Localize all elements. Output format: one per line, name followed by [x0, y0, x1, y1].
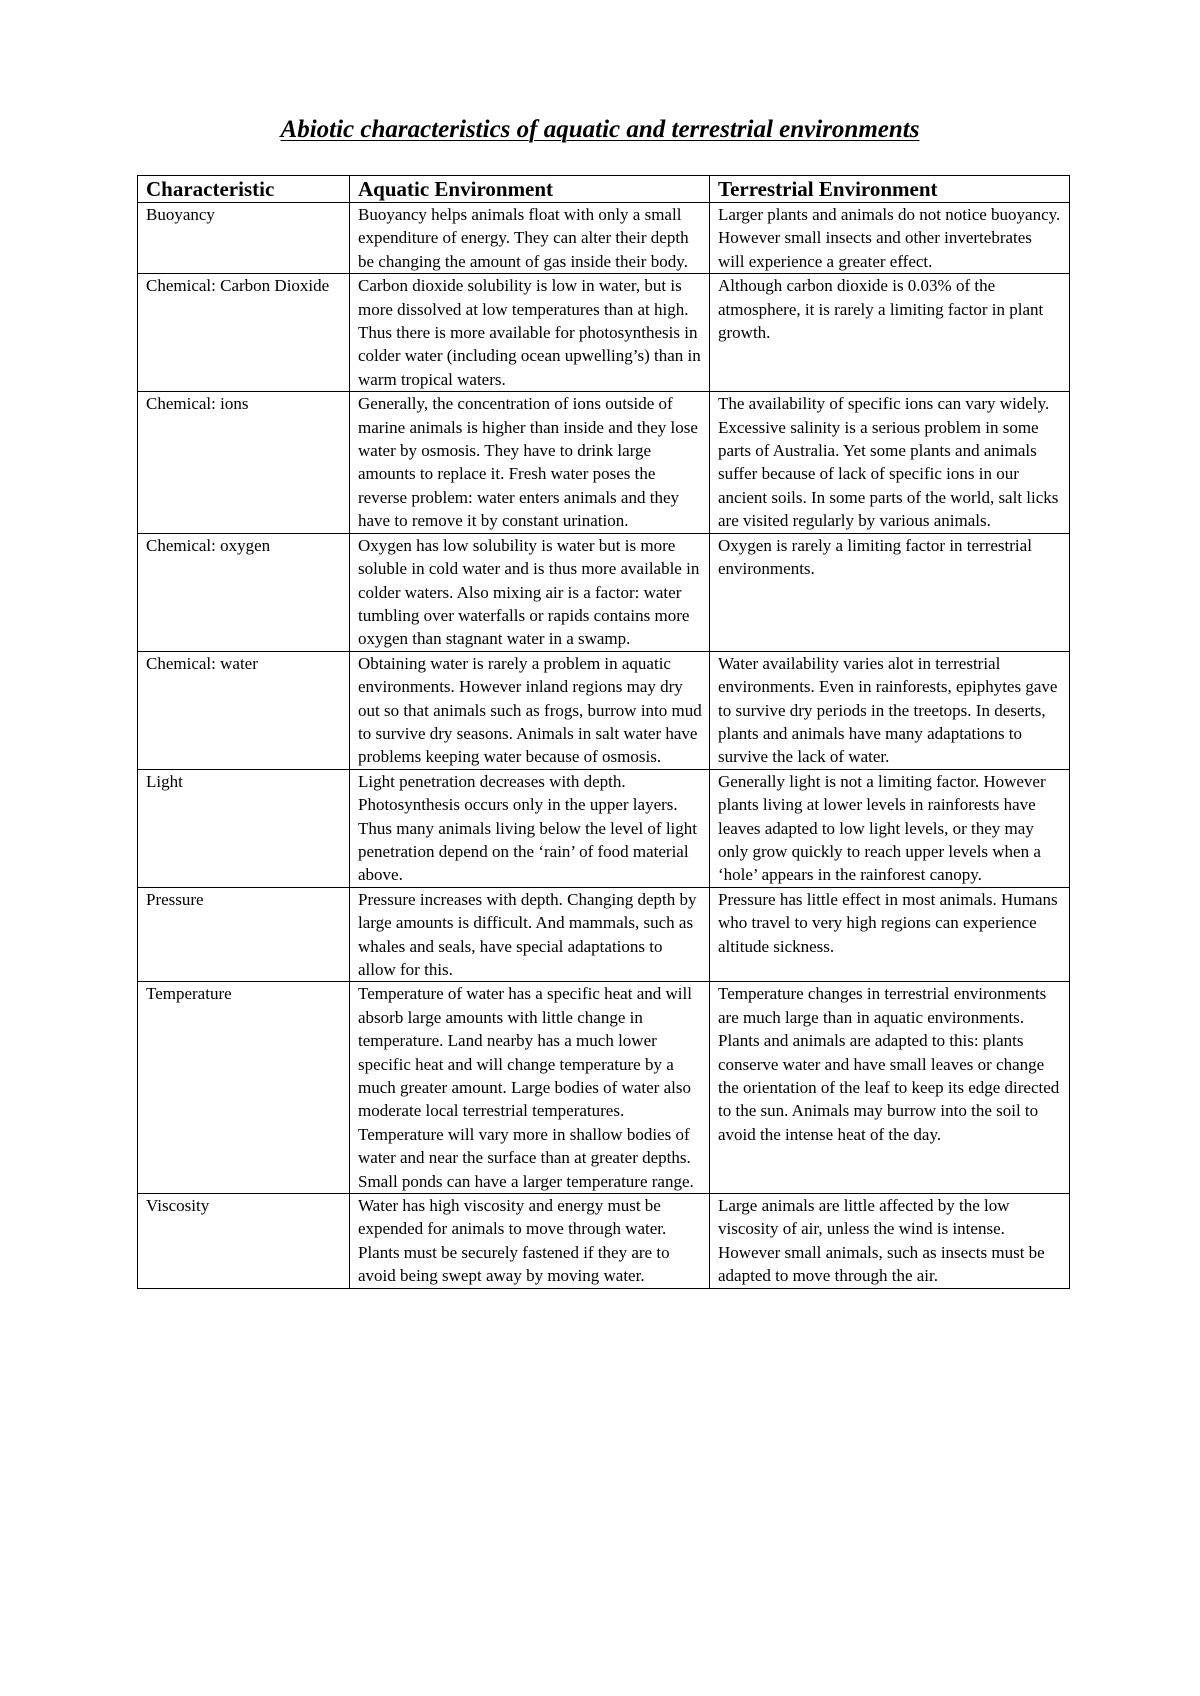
table-row — [138, 887, 1070, 982]
table-row — [138, 651, 1070, 769]
table-row — [138, 274, 1070, 392]
aquatic-cell: Pressure increases with depth. Changing depth by large amounts is difficult. And mammals, such as whales and seals, have special adaptations to allow for this. — [350, 887, 710, 982]
table-row — [138, 769, 1070, 887]
characteristic-cell: Pressure — [138, 887, 350, 982]
characteristic-cell: Chemical: ions — [138, 392, 350, 533]
terrestrial-cell: Large animals are little affected by the low viscosity of air, unless the wind is intense. However small animals, such as insects must be adapted to move through the air. — [710, 1194, 1070, 1289]
aquatic-cell: Oxygen has low solubility is water but is more soluble in cold water and is thus more available in colder waters. Also mixing air is a factor: water tumbling over waterfalls or rapids contains more oxygen than stagnant water in a swamp. — [350, 533, 710, 651]
table-row — [138, 392, 1070, 533]
characteristic-cell: Chemical: Carbon Dioxide — [138, 274, 350, 392]
aquatic-cell: Water has high viscosity and energy must be expended for animals to move through water. Plants must be securely fastened if they are to avoid being swept away by moving water. — [350, 1194, 710, 1289]
terrestrial-cell: The availability of specific ions can vary widely. Excessive salinity is a serious problem in some parts of Australia. Yet some plants and animals suffer because of lack of specific ions in our ancient soils. In some parts of the world, salt licks are visited regularly by various animals. — [710, 392, 1070, 533]
aquatic-cell: Temperature of water has a specific heat and will absorb large amounts with little change in temperature. Land nearby has a much lower specific heat and will change temperature by a much greater amount. Large bodies of water also moderate local terrestrial temperatures. Temperature will vary more in shallow bodies of water and near the surface than at greater depths. Small ponds can have a larger temperature range. — [350, 982, 710, 1194]
page-title: Abiotic characteristics of aquatic and terrestrial environments — [280, 115, 920, 143]
aquatic-cell: Generally, the concentration of ions outside of marine animals is higher than inside and they lose water by osmosis. They have to drink large amounts to replace it. Fresh water poses the reverse problem: water enters animals and they have to remove it by constant urination. — [350, 392, 710, 533]
terrestrial-cell: Temperature changes in terrestrial environments are much large than in aquatic environments. Plants and animals are adapted to this: plants conserve water and have small leaves or change the orientation of the leaf to keep its edge directed to the sun. Animals may burrow into the soil to avoid the intense heat of the day. — [710, 982, 1070, 1194]
terrestrial-cell: Pressure has little effect in most animals. Humans who travel to very high regions can experience altitude sickness. — [710, 887, 1070, 982]
column-header-aquatic: Aquatic Environment — [350, 176, 710, 203]
table-row — [138, 203, 1070, 274]
abiotic-characteristics-table — [137, 175, 1070, 1289]
terrestrial-cell: Oxygen is rarely a limiting factor in terrestrial environments. — [710, 533, 1070, 651]
characteristic-cell: Chemical: water — [138, 651, 350, 769]
characteristic-cell: Chemical: oxygen — [138, 533, 350, 651]
terrestrial-cell: Water availability varies alot in terrestrial environments. Even in rainforests, epiphytes gave to survive dry periods in the treetops. In deserts, plants and animals have many adaptations to survive the lack of water. — [710, 651, 1070, 769]
characteristic-cell: Temperature — [138, 982, 350, 1194]
aquatic-cell: Buoyancy helps animals float with only a small expenditure of energy. They can alter their depth be changing the amount of gas inside their body. — [350, 203, 710, 274]
table-header-row — [138, 176, 1070, 203]
characteristic-cell: Light — [138, 769, 350, 887]
aquatic-cell: Carbon dioxide solubility is low in water, but is more dissolved at low temperatures than at high. Thus there is more available for photosynthesis in colder water (including ocean upwelling’s) than in warm tropical waters. — [350, 274, 710, 392]
column-header-terrestrial: Terrestrial Environment — [710, 176, 1070, 203]
column-header-characteristic: Characteristic — [138, 176, 350, 203]
terrestrial-cell: Although carbon dioxide is 0.03% of the atmosphere, it is rarely a limiting factor in plant growth. — [710, 274, 1070, 392]
terrestrial-cell: Larger plants and animals do not notice buoyancy. However small insects and other invertebrates will experience a greater effect. — [710, 203, 1070, 274]
characteristic-cell: Viscosity — [138, 1194, 350, 1289]
aquatic-cell: Obtaining water is rarely a problem in aquatic environments. However inland regions may dry out so that animals such as frogs, burrow into mud to survive dry seasons. Animals in salt water have problems keeping water because of osmosis. — [350, 651, 710, 769]
terrestrial-cell: Generally light is not a limiting factor. However plants living at lower levels in rainforests have leaves adapted to low light levels, or they may only grow quickly to reach upper levels when a ‘hole’ appears in the rainforest canopy. — [710, 769, 1070, 887]
table-row — [138, 982, 1070, 1194]
characteristic-cell: Buoyancy — [138, 203, 350, 274]
aquatic-cell: Light penetration decreases with depth. Photosynthesis occurs only in the upper layers. Thus many animals living below the level of light penetration depend on the ‘rain’ of food material above. — [350, 769, 710, 887]
table-row — [138, 533, 1070, 651]
table-row — [138, 1194, 1070, 1289]
